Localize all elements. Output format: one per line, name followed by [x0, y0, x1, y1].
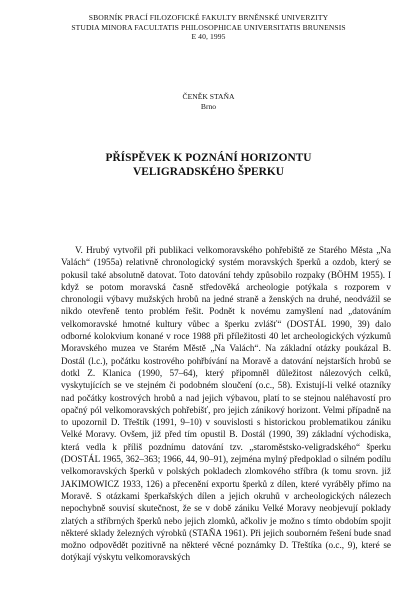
author-name: ČENĚK STAŇA: [182, 92, 235, 101]
article-title: [0, 151, 417, 179]
body-paragraph: V. Hrubý vytvořil při publikaci velkomoravského pohřebiště ze Starého Města „Na Valách“ (1955a) relativně chronologický systém moravských šperků a ozdob, který se pokusil také absolutně datovat. Toto datování tehdy způsobilo rozpaky (BÖHM 1955). I když se potom moravská časně středověká archeologie potýkala s rozporem v chronologii výbavy mužských hrobů na jedné straně a ženských na druhé, neodvážil se nikdo otevřeně tento problém řešit. Podnět k novému zamyšlení nad „datováním velkomoravské hmotné kultury vůbec a šperku zvlášť“ (DOSTÁL 1990, 39) dalo odborné kolokvium konané v roce 1988 při příležitosti 40 let archeologických výzkumů Moravského muzea ve Starém Městě „Na Valách“. Na základní otázky poukázal B. Dostál (l.c.), počátku kostrového pohřbívání na Moravě a datování nejstarších hrobů se dotkl Z. Klanica (1990, 57–64), který připomněl důležitost nálezových celků, vyskytujících se ve stejném či podobném sloučení (o.c., 58). Existují-li velké otazníky nad počátky kostrových hrobů a nad jejich výbavou, platí to se stejnou naléhavostí pro opačný pól velkomoravských pohřebišť, pro jejich zánikový horizont. Velmi případně na to upozornil D. Třeštík (1991, 9–10) v souvislosti s historickou problematikou zániku Velké Moravy. Ovšem, již před tím opustil B. Dostál (1990, 39) základní východiska, která vedla k příliš pozdnímu datování tzv. „staroměstsko-veligradského“ šperku (DOSTÁL 1965, 362–363; 1966, 44, 90–91), zejména mylný předpoklad o silném podílu velkomoravských šperků v polských pokladech zlomkového stříbra (k tomu srovn. již JAKIMOWICZ 1933, 126) a přecenění exportu šperků z dílen, které vyráběly přímo na Moravě. S otázkami šperkařských dílen a jejich okruhů v archeologických nálezech nepochybně souvisí skutečnost, že se v době zániku Velké Moravy neobjevují poklady zlatých a stříbrných šperků nebo jejich zlomků, ačkoliv je možno s tímto obdobím spojit některé sklady železných výrobků (STAŇA 1961). Při jejich souborném řešení bude snad možno odpovědět pozitivně na některé věcné poznámky D. Třeštíka (o.c., 9), které se dotýkají výskytu velkomoravských: [61, 245, 391, 563]
article-body: [61, 244, 391, 564]
article-title-line-1: PŘÍSPĚVEK K POZNÁNÍ HORIZONTU: [105, 152, 312, 164]
article-title-line-2: VELIGRADSKÉHO ŠPERKU: [133, 166, 284, 178]
author-city: Brno: [200, 102, 217, 111]
journal-issue: E 40, 1995: [191, 32, 226, 42]
journal-name-latin: STUDIA MINORA FACULTATIS PHILOSOPHICAE UNIVERSITATIS BRUNENSIS: [71, 22, 346, 32]
journal-name-czech: SBORNÍK PRACÍ FILOZOFICKÉ FAKULTY BRNĚNSKÉ UNIVERZITY: [88, 13, 329, 22]
author-block: [0, 92, 417, 112]
journal-header: [0, 13, 417, 42]
